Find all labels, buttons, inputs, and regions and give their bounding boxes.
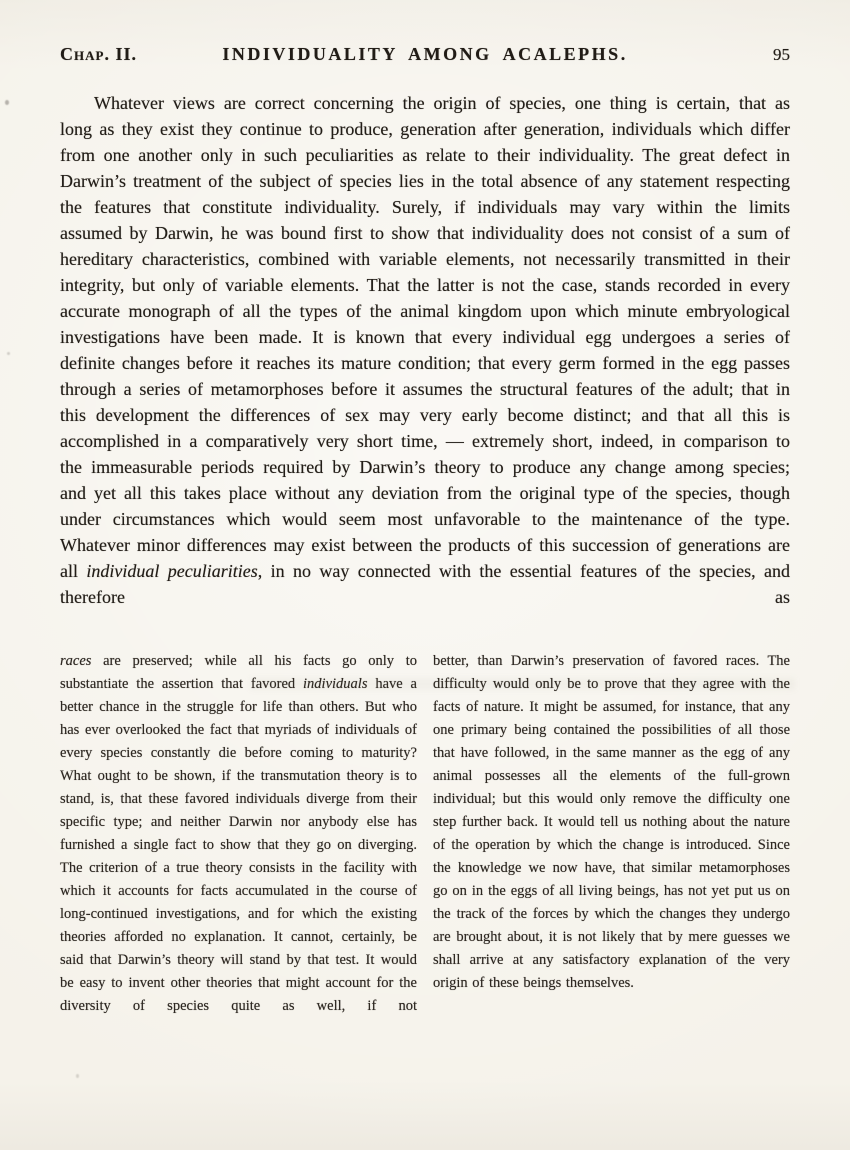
page-header xyxy=(60,44,790,65)
page-number: 95 xyxy=(773,45,790,64)
chapter-label: Chap. II. xyxy=(60,44,137,64)
scan-speck xyxy=(76,1074,79,1078)
running-title: INDIVIDUALITY AMONG ACALEPHS. xyxy=(222,44,628,64)
scan-speck xyxy=(5,100,9,105)
footnote-column-left: races are preserved; while all his facts go only to substantiate the assertion that favored individuals have a better chance in the struggle for life than others. But who has ever overlooked the fact that myriads of individuals of every species constantly die before coming to maturity? What ought to be shown, if the transmutation theory is to stand, is, that these favored individuals diverge from their specific type; and neither Darwin nor anybody else has furnished a single fact to show that they go on diverging. The criterion of a true theory consists in the facility with which it accounts for facts accumulated in the course of long-continued investigations, and for which the existing theories afforded no explanation. It cannot, certainly, be said that Darwin’s theory will stand by that test. It would be easy to invent other theories that might account for the diversity of species quite as well, if not xyxy=(60,653,417,1014)
scan-speck xyxy=(7,352,10,355)
main-paragraph: Whatever views are correct concerning the origin of species, one thing is certain, that as long as they exist they continue to produce, generation after generation, individuals which differ from one another only in such peculiarities as relate to their individuality. The great defect in Darwin’s treatment of the subject of species lies in the total absence of any statement respecting the features that constitute individuality. Surely, if individuals may vary within the limits assumed by Darwin, he was bound first to show that individuality does not consist of a sum of hereditary characteristics, combined with variable elements, not necessarily transmitted in their integrity, but only of variable elements. That the latter is not the case, stands recorded in every accurate monograph of all the types of the animal kingdom upon which minute embryological investigations have been made. It is known that every individual egg undergoes a series of definite changes before it reaches its mature condition; that every germ formed in the egg passes through a series of metamorphoses before it assumes the structural features of the adult; that in this development the differences of sex may very early become distinct; and that all this is accomplished in a comparatively very short time, — extremely short, indeed, in comparison to the immeasurable periods required by Darwin’s theory to produce any change among species; and yet all this takes place without any deviation from the original type of the species, though under circumstances which would seem most unfavorable to the maintenance of the type. Whatever minor differences may exist between the products of this succession of generations are all individual peculiarities, in no way connected with the essential features of the species, and therefore as xyxy=(60,93,791,607)
footnote-section xyxy=(60,650,790,1018)
footnote-column-right: better, than Darwin’s preservation of favored races. The difficulty would only be to prove that they agree with the facts of nature. It might be assumed, for instance, that any one primary being contained the possibilities of all those that have followed, in the same manner as the egg of any animal possesses all the elements of the full-grown individual; but this would only remove the difficulty one step further back. It would tell us nothing about the nature of the operation by which the change is introduced. Since the knowledge we now have, that similar metamorphoses go on in the eggs of all living beings, has not yet put us on the track of the forces by which the changes they undergo are brought about, it is not likely that by mere guesses we shall arrive at any satisfactory explanation of the very origin of these beings themselves. xyxy=(433,653,790,991)
